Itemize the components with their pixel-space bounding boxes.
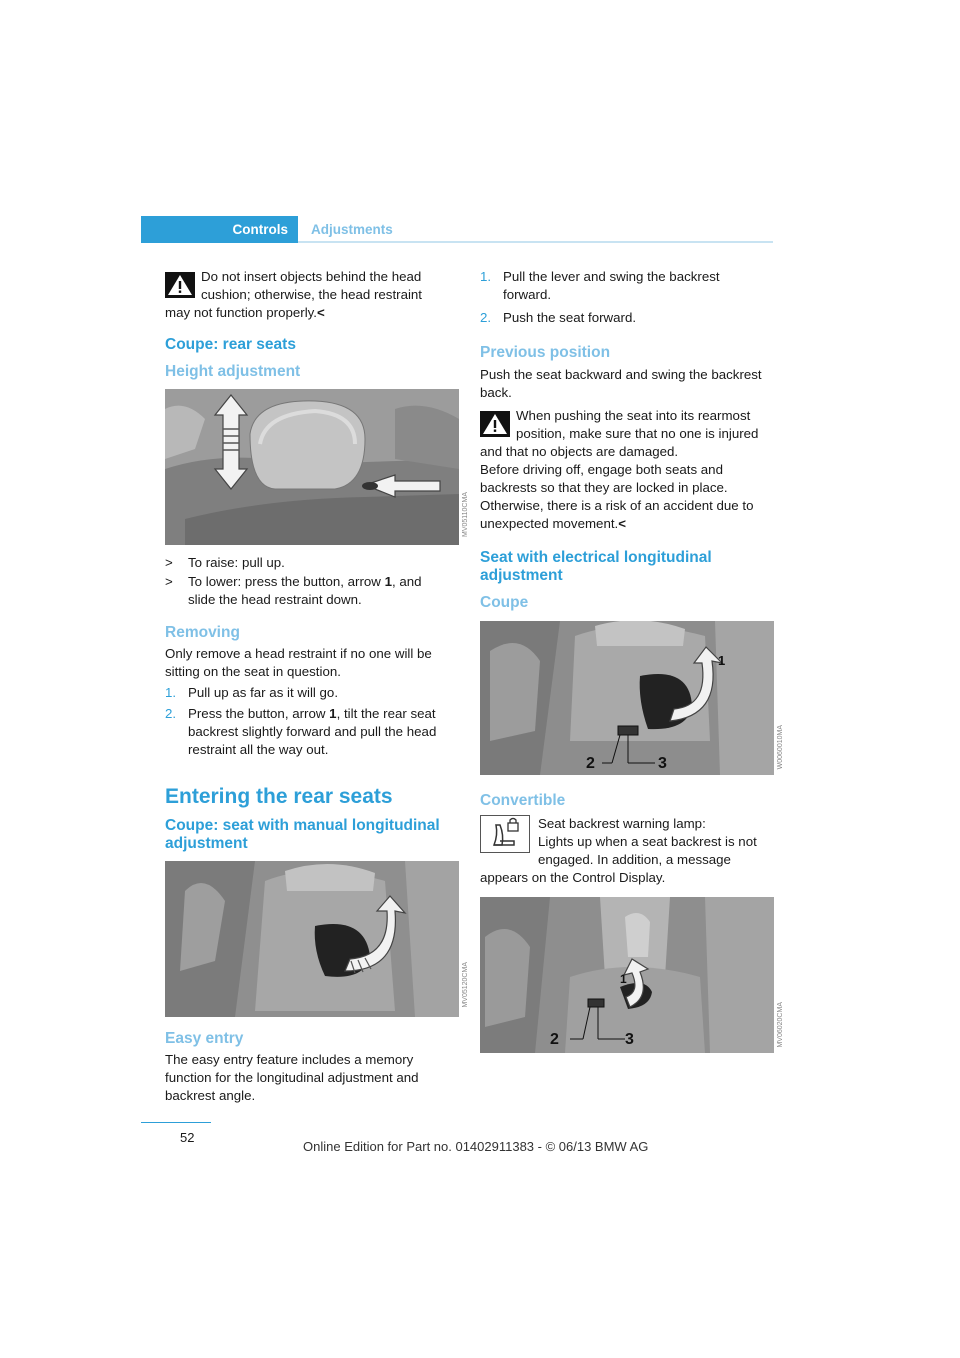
header-section-tab: Controls — [141, 216, 298, 243]
convertible-line4: appears on the Control Display. — [480, 870, 666, 885]
figure3-label-1: 1 — [718, 653, 726, 668]
manual-adjustment-heading-line2: adjustment — [165, 835, 248, 852]
figure4-label-1: 1 — [620, 972, 627, 986]
manual-adjustment-heading-line1: Coupe: seat with manual longitudinal — [165, 817, 440, 834]
end-mark: < — [317, 305, 325, 320]
list-item: > To raise: pull up. — [165, 555, 285, 570]
warning1-line3: may not function properly.< — [165, 305, 325, 320]
figure3-code: W0060010MA — [777, 725, 784, 770]
easy-entry-line1: The easy entry feature includes a memory — [165, 1052, 414, 1067]
footer-edition: Online Edition for Part no. 01402911383 - © 06/13 BMW AG — [303, 1139, 649, 1154]
coupe-rear-seats-heading: Coupe: rear seats — [165, 336, 296, 353]
electrical-adjustment-heading-line2: adjustment — [480, 567, 563, 584]
figure3-label-3: 3 — [658, 755, 667, 772]
convertible-line1: Seat backrest warning lamp: — [538, 816, 706, 831]
list-item: 1. Pull the lever and swing the backrest forward. — [480, 269, 720, 302]
header-rule — [298, 241, 773, 243]
list-item: > To lower: press the button, arrow 1, and slide the head restraint down. — [165, 574, 422, 607]
convertible-line3: engaged. In addition, a message — [538, 852, 731, 867]
warning2-line2: position, make sure that no one is injured — [516, 426, 759, 441]
height-adjustment-heading: Height adjustment — [165, 363, 301, 380]
figure2-code: MV05120CMA — [462, 962, 469, 1008]
removing-line1: Only remove a head restraint if no one will be — [165, 646, 432, 661]
removing-line2: sitting on the seat in question. — [165, 664, 341, 679]
figure4-label-2: 2 — [550, 1031, 559, 1048]
list-item: 2. Push the seat forward. — [480, 310, 637, 325]
figure4-label-3: 3 — [625, 1031, 634, 1048]
warning1-line2: cushion; otherwise, the head restraint — [201, 287, 423, 302]
warning-triangle-icon — [480, 411, 510, 437]
figure-manual-seat — [165, 861, 459, 1017]
previous-line2: back. — [480, 385, 512, 400]
warning2-line3: and that no objects are damaged. — [480, 444, 679, 459]
easy-entry-heading: Easy entry — [165, 1030, 244, 1047]
previous-line1: Push the seat backward and swing the backrest — [480, 367, 762, 382]
warning2-line6: Otherwise, there is a risk of an accident due to — [480, 498, 754, 513]
figure4-code: MV06020CMA — [777, 1002, 784, 1048]
warning2-line1: When pushing the seat into its rearmost — [516, 408, 751, 423]
list-item: 1. Pull up as far as it will go. — [165, 685, 339, 700]
warning2-line5: backrests so that they are locked in place. — [480, 480, 728, 495]
warning1-line1: Do not insert objects behind the head — [201, 269, 422, 284]
warning-triangle-icon — [165, 272, 195, 298]
figure3-label-2: 2 — [586, 755, 595, 772]
header-subsection-tab: Adjustments — [311, 222, 393, 237]
warning2-line4: Before driving off, engage both seats and — [480, 462, 723, 477]
previous-position-heading: Previous position — [480, 344, 611, 361]
list-item: 2. Press the button, arrow 1, tilt the rear seat backrest slightly forward and pull the head restraint all the way out. — [165, 706, 437, 757]
figure-coupe-electrical-seat — [480, 621, 774, 775]
easy-entry-line3: backrest angle. — [165, 1088, 256, 1103]
footer-rule — [141, 1122, 211, 1123]
seat-backrest-warning-icon — [480, 815, 530, 853]
convertible-line2: Lights up when a seat backrest is not — [538, 834, 757, 849]
removing-heading: Removing — [165, 624, 240, 641]
warning2-line7: unexpected movement.< — [480, 516, 626, 531]
entering-rear-seats-heading: Entering the rear seats — [165, 785, 393, 808]
electrical-adjustment-heading-line1: Seat with electrical longitudinal — [480, 549, 712, 566]
end-mark: < — [618, 516, 626, 531]
figure-head-restraint — [165, 389, 459, 545]
easy-entry-line2: function for the longitudinal adjustment and — [165, 1070, 419, 1085]
figure-convertible-seat — [480, 897, 774, 1053]
page-number: 52 — [180, 1130, 195, 1145]
convertible-heading: Convertible — [480, 792, 566, 809]
coupe-heading: Coupe — [480, 594, 529, 611]
figure1-code: MV05110CMA — [462, 492, 469, 538]
